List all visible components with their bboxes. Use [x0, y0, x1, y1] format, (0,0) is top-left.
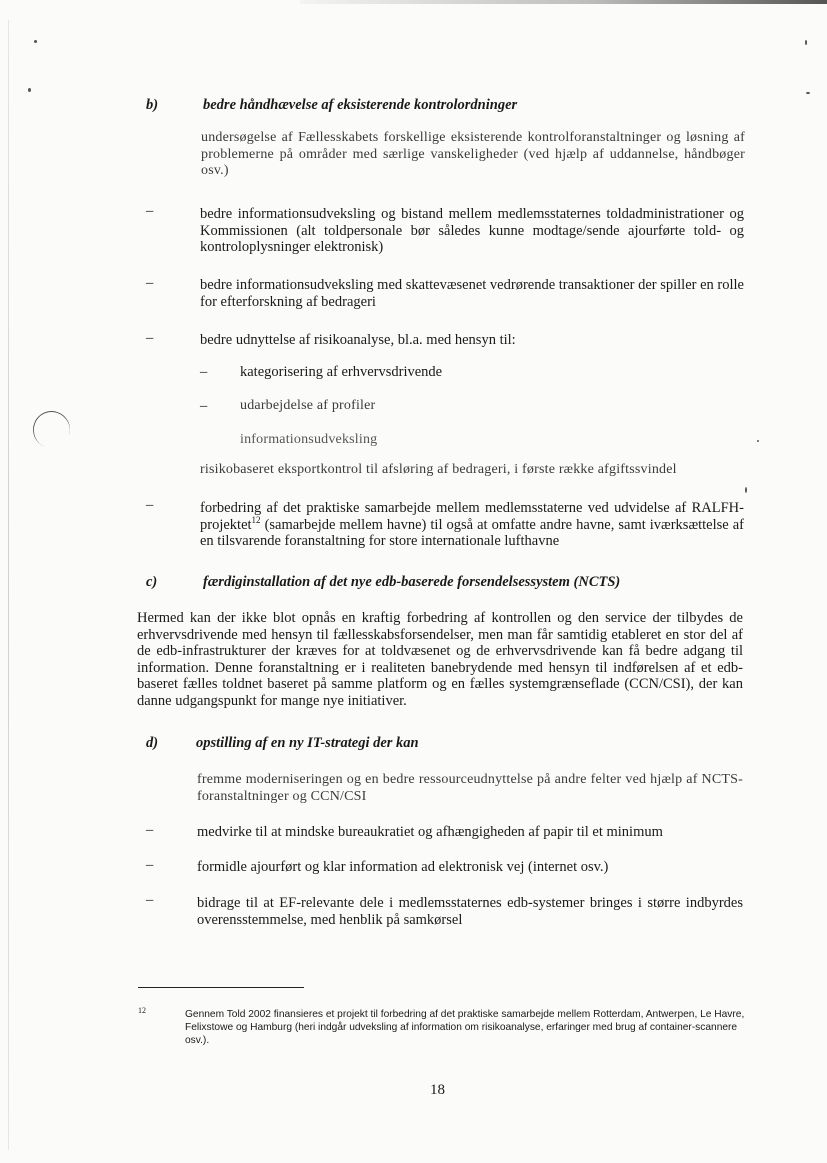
list-dash: –	[146, 497, 154, 513]
footnote-ref: 12	[251, 514, 261, 525]
scan-speck	[34, 40, 37, 43]
list-dash: –	[146, 892, 154, 908]
sublist-item: informationsudveksling	[240, 432, 378, 447]
list-item-ralfh	[200, 500, 744, 550]
section-d-heading: opstilling af en ny IT-strategi der kan	[196, 735, 419, 751]
footnote-rule	[138, 987, 304, 988]
scan-margin-line	[8, 20, 9, 1150]
list-dash: –	[146, 330, 154, 346]
sublist-dash: –	[200, 398, 208, 414]
footnote-number: 12	[138, 1006, 146, 1015]
list-item: medvirke til at mindske bureaukratiet og afhængigheden af papir til et minimum	[197, 824, 663, 840]
scan-speck	[745, 487, 747, 493]
list-item: bedre informationsudveksling med skattevæsenet vedrørende transaktioner der spiller en rolle for efterforskning af bedrageri	[200, 277, 744, 310]
scan-artifact-arc	[28, 406, 75, 453]
footnote-text: Gennem Told 2002 finansieres et projekt til forbedring af det praktiske samarbejde mellem Rotterdam, Antwerpen, Le Havre, Felixstowe og Hamburg (heri indgår udveksling af information om risikoanalyse, erfaringer med brug af container-scannere osv.).	[185, 1009, 745, 1046]
list-dash: –	[146, 857, 154, 873]
list-dash: –	[146, 822, 154, 838]
risk-line: risikobaseret eksportkontrol til afsløring af bedrageri, i første række afgiftssvindel	[200, 462, 677, 477]
list-item: bedre informationsudveksling og bistand mellem medlemsstaternes toldadministrationer og Kommissionen (alt toldpersonale bør således kunne modtage/sende ajourførte told- og kontroloplysninger elektronisk)	[200, 206, 744, 255]
scan-speck	[757, 440, 759, 442]
list-dash: –	[146, 203, 154, 219]
scan-speck	[28, 88, 31, 92]
section-d-label: d)	[146, 735, 159, 751]
list-item: bidrage til at EF-relevante dele i medlemsstaternes edb-systemer bringes i større indbyrdes overensstemmelse, med henblik på samkørsel	[197, 895, 743, 928]
ralfh-text-before: forbedring af det praktiske samarbejde mellem medlemsstaterne ved udvidelse af RALFH-projektet	[200, 500, 744, 533]
list-item: formidle ajourført og klar information ad elektronisk vej (internet osv.)	[197, 859, 609, 875]
page-number: 18	[430, 1082, 445, 1098]
section-b-heading: bedre håndhævelse af eksisterende kontrolordninger	[203, 97, 518, 113]
section-c-heading: færdiginstallation af det nye edb-baserede forsendelsessystem (NCTS)	[203, 574, 621, 590]
section-c-label: c)	[146, 574, 158, 590]
scan-edge-shadow	[300, 0, 827, 4]
scan-speck	[805, 40, 807, 45]
sublist-item: udarbejdelse af profiler	[240, 398, 376, 413]
sublist-item: kategorisering af erhvervsdrivende	[240, 364, 443, 380]
list-item: bedre udnyttelse af risikoanalyse, bl.a. med hensyn til:	[200, 332, 516, 348]
section-b-intro: undersøgelse af Fællesskabets forskellige eksisterende kontrolforanstaltninger og løsning af problemerne på områder med særlige vanskeligheder (ved hjælp af uddannelse, håndbøger osv.)	[201, 130, 745, 178]
ralfh-text-after: (samarbejde mellem havne) til også at omfatte andre havne, samt iværksættelse af en tilsvarende foranstaltning for store internationale lufthavne	[200, 516, 744, 549]
sublist-dash: –	[200, 364, 208, 380]
scan-speck	[806, 92, 810, 94]
section-c-paragraph: Hermed kan der ikke blot opnås en kraftig forbedring af kontrollen og den service der tilbydes de erhvervsdrivende med hensyn til fællesskabsforsendelser, men man får samtidig etableret en stor del af de edb-infrastrukturer der kræves for at toldvæsenet og de erhvervsdrivende kan få bedre adgang til information. Denne foranstaltning er i realiteten banebrydende med hensyn til indførelsen af et edb-baseret fælles toldnet baseret på samme platform og en fælles systemgrænseflade (CCN/CSI), der kan danne udgangspunkt for mange nye initiativer.	[137, 610, 743, 709]
section-b-label: b)	[146, 97, 159, 113]
section-d-intro: fremme moderniseringen og en bedre ressourceudnyttelse på andre felter ved hjælp af NCTS-foranstaltninger og CCN/CSI	[197, 772, 743, 804]
list-dash: –	[146, 275, 154, 291]
